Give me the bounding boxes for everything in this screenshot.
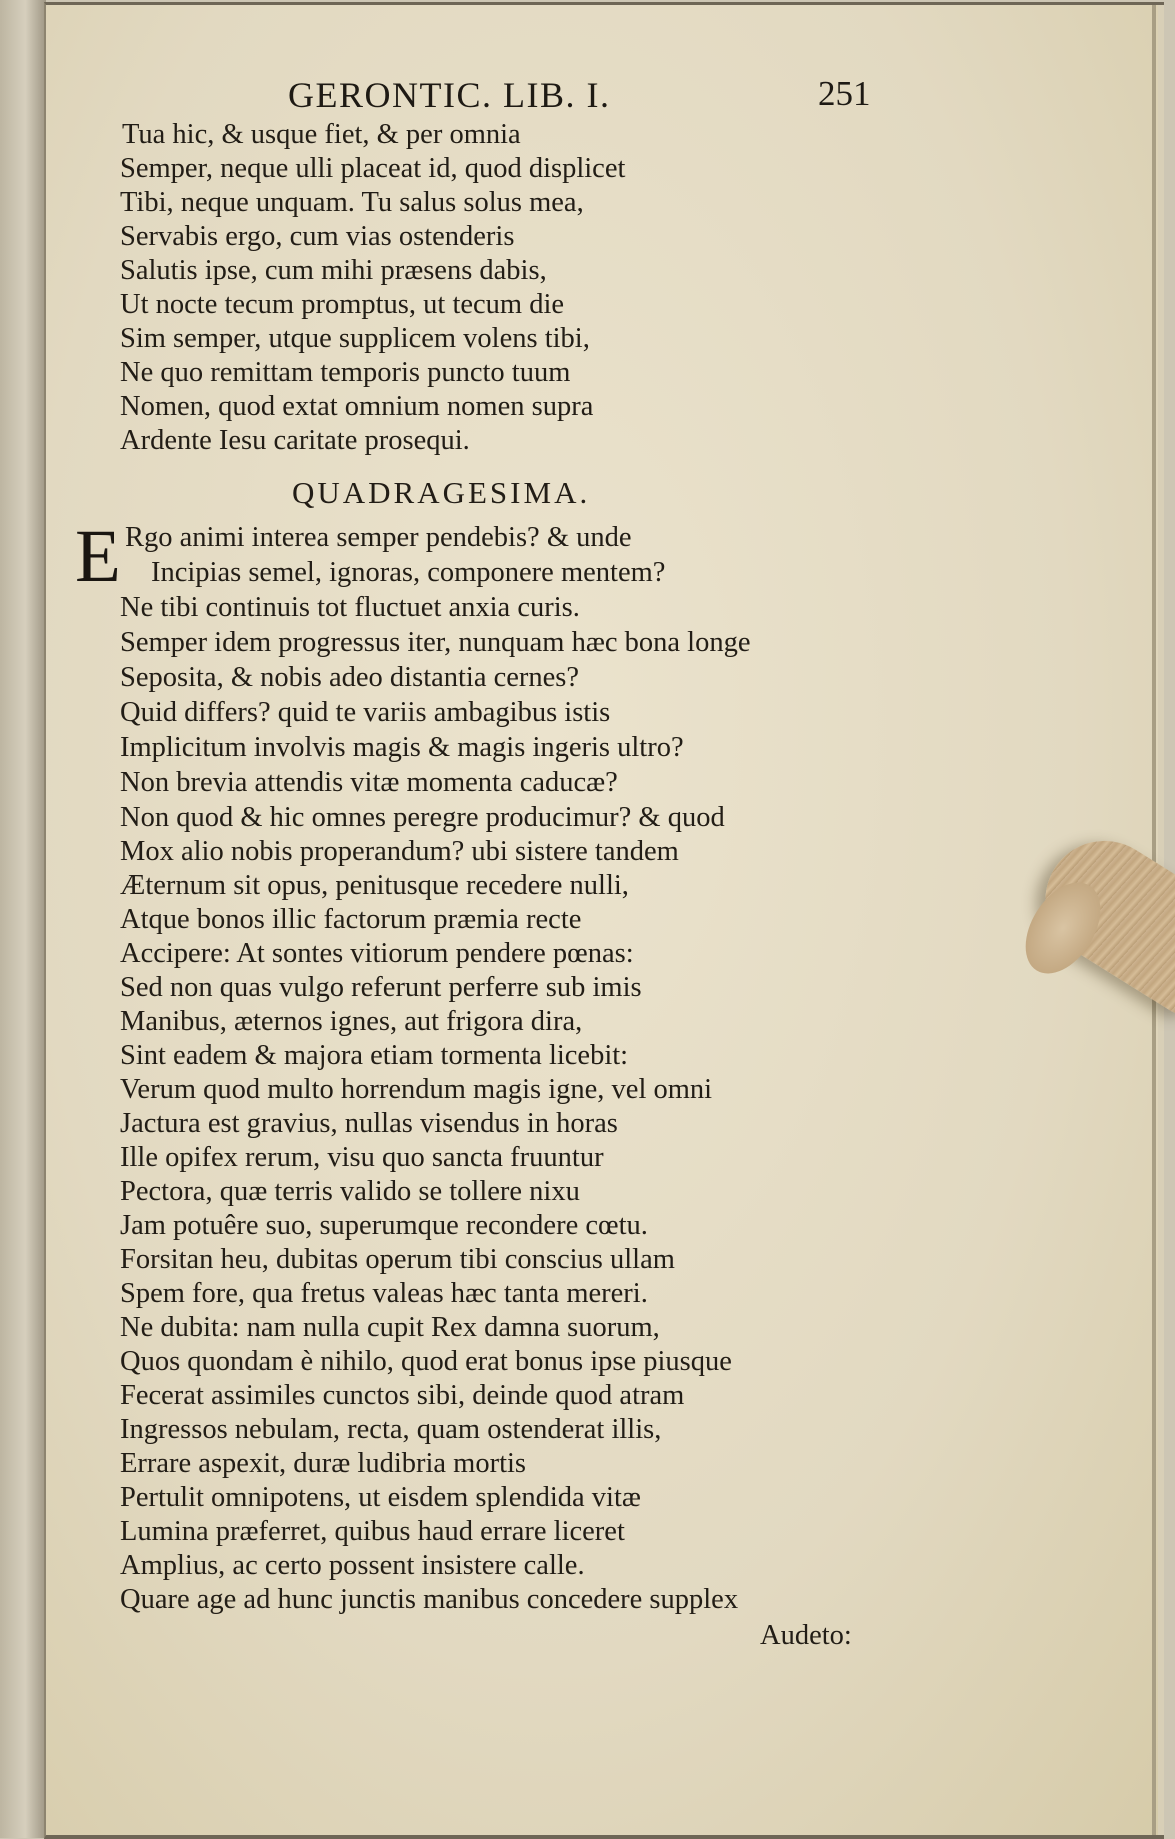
verse-line: Verum quod multo horrendum magis igne, vel omni xyxy=(120,1074,713,1105)
verse-line: Spem fore, qua fretus valeas hæc tanta mereri. xyxy=(120,1278,648,1309)
verse-line: Ille opifex rerum, visu quo sancta fruuntur xyxy=(120,1142,604,1173)
verse-line: Quare age ad hunc junctis manibus concedere supplex xyxy=(120,1584,739,1615)
verse-line: Ut nocte tecum promptus, ut tecum die xyxy=(120,289,565,320)
verse-line: Forsitan heu, dubitas operum tibi conscius ullam xyxy=(120,1244,675,1275)
running-head: GERONTIC. LIB. I. xyxy=(288,75,611,115)
verse-line: Ingressos nebulam, recta, quam ostenderat illis, xyxy=(120,1414,662,1445)
facing-page-margin xyxy=(0,0,46,1838)
drop-cap: E xyxy=(75,515,121,598)
verse-line: Lumina præferret, quibus haud errare liceret xyxy=(120,1516,625,1547)
verse-line: Pertulit omnipotens, ut eisdem splendida vitæ xyxy=(120,1482,641,1513)
verse-line: Nomen, quod extat omnium nomen supra xyxy=(120,391,594,422)
verse-line: Quos quondam è nihilo, quod erat bonus ipse piusque xyxy=(120,1346,732,1377)
verse-line: Accipere: At sontes vitiorum pendere pœnas: xyxy=(120,938,634,969)
catchword: Audeto: xyxy=(760,1620,852,1651)
verse-line: Seposita, & nobis adeo distantia cernes? xyxy=(120,662,580,693)
verse-line: Quid differs? quid te variis ambagibus istis xyxy=(120,697,611,728)
verse-line: Tibi, neque unquam. Tu salus solus mea, xyxy=(120,187,584,218)
verse-line: Errare aspexit, duræ ludibria mortis xyxy=(120,1448,527,1479)
verse-line: Manibus, æternos ignes, aut frigora dira, xyxy=(120,1006,583,1037)
verse-line: Atque bonos illic factorum præmia recte xyxy=(120,904,582,935)
verse-line: Salutis ipse, cum mihi præsens dabis, xyxy=(120,255,547,286)
verse-line: Jactura est gravius, nullas visendus in horas xyxy=(120,1108,618,1139)
verse-line: Ne quo remittam temporis puncto tuum xyxy=(120,357,571,388)
verse-line: Servabis ergo, cum vias ostenderis xyxy=(120,221,515,252)
section-title: QUADRAGESIMA. xyxy=(292,475,591,510)
verse-line: Semper idem progressus iter, nunquam hæc bona longe xyxy=(120,627,751,658)
verse-line: Non quod & hic omnes peregre producimur? & quod xyxy=(120,802,725,833)
verse-line: Sint eadem & majora etiam tormenta licebit: xyxy=(120,1040,629,1071)
verse-line: Amplius, ac certo possent insistere calle. xyxy=(120,1550,585,1581)
verse-line: Mox alio nobis properandum? ubi sistere tandem xyxy=(120,836,679,867)
verse-line: Semper, neque ulli placeat id, quod displicet xyxy=(120,153,626,184)
verse-line: Tua hic, & usque fiet, & per omnia xyxy=(122,119,521,150)
verse-line: Non brevia attendis vitæ momenta caducæ? xyxy=(120,767,618,798)
verse-line: Fecerat assimiles cunctos sibi, deinde quod atram xyxy=(120,1380,685,1411)
verse-line: Sim semper, utque supplicem volens tibi, xyxy=(120,323,590,354)
page-number: 251 xyxy=(818,74,871,113)
verse-line: Æternum sit opus, penitusque recedere nulli, xyxy=(120,870,629,901)
verse-line: Pectora, quæ terris valido se tollere nixu xyxy=(120,1176,580,1207)
verse-line: Implicitum involvis magis & magis ingeris ultro? xyxy=(120,732,684,763)
verse-line: Rgo animi interea semper pendebis? & unde xyxy=(125,522,632,553)
verse-line: Sed non quas vulgo referunt perferre sub imis xyxy=(120,972,642,1003)
verse-line: Incipias semel, ignoras, componere mentem? xyxy=(151,557,666,588)
verse-line: Ne dubita: nam nulla cupit Rex damna suorum, xyxy=(120,1312,660,1343)
verse-line: Jam potuêre suo, superumque recondere cœtu. xyxy=(120,1210,648,1241)
verse-line: Ne tibi continuis tot fluctuet anxia curis. xyxy=(120,592,580,623)
verse-line: Ardente Iesu caritate prosequi. xyxy=(120,425,470,456)
